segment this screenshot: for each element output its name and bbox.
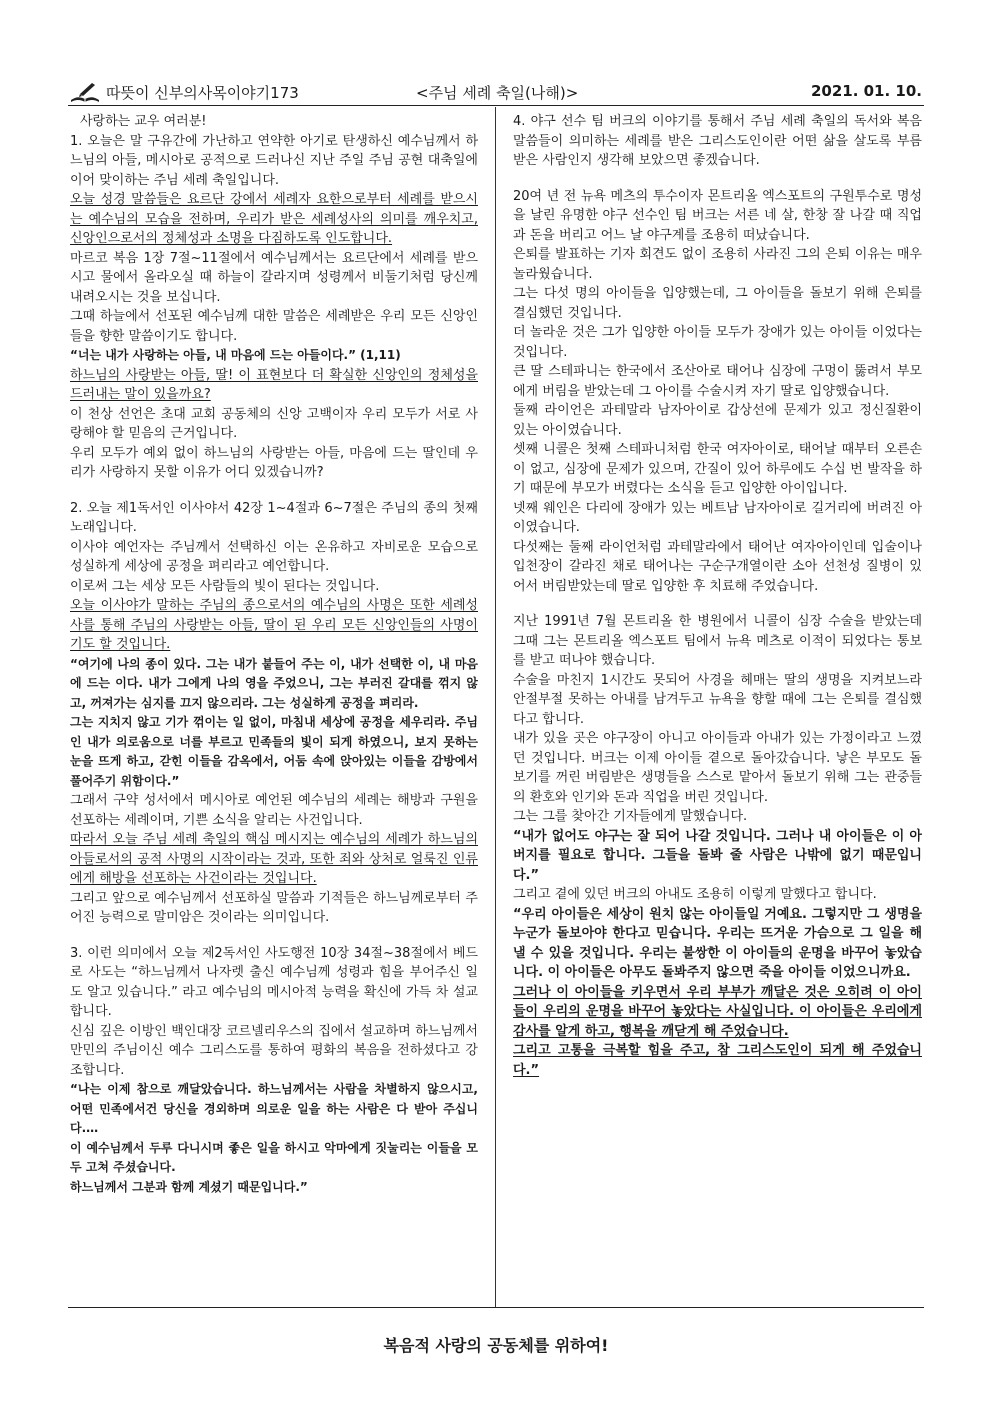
paragraph: 2. 오늘 제1독서인 이사야서 42장 1~4절과 6~7절은 주님의 종의 첫째 노래입니다.: [70, 500, 478, 535]
paragraph: 큰 딸 스테파니는 한국에서 조산아로 태어나 심장에 구멍이 뚫려서 부모에게 버림을 받았는데 그 아이를 수술시켜 자기 딸로 입양했습니다.: [513, 364, 922, 399]
paragraph: 우리 모두가 예외 없이 하느님의 사랑받는 아들, 마음에 드는 딸인데 우리가 사랑하지 못할 이유가 어디 있겠습니까?: [70, 445, 478, 480]
paragraph: 더 놀라운 것은 그가 입양한 아이들 모두가 장애가 있는 아이들 이었다는 것입니다.: [513, 325, 922, 360]
wife-quote-emphasis: 그리고 고통을 극복할 힘을 주고, 참 그리스도인이 되게 해 주었습니다.”: [513, 1043, 922, 1078]
paragraph: 내가 있을 곳은 야구장이 아니고 아이들과 아내가 있는 가정이라고 느꼈던 것입니다. 버크는 이제 아이들 곁으로 돌아갔습니다. 낳은 부모도 돌보기를 꺼린 버림받은 생명들을 스스로 맡아서 돌보기 위해 그는 관중들의 환호와 인기와 돈과 직업을 버린 것입니다.: [513, 731, 922, 805]
paragraph: 이 천상 선언은 초대 교회 공동체의 신앙 고백이자 우리 모두가 서로 사랑해야 할 믿음의 근거입니다.: [70, 406, 478, 441]
paragraph: 20여 년 전 뉴욕 메츠의 투수이자 몬트리올 엑스포트의 구원투수로 명성을 날린 유명한 야구 선수인 팀 버크는 서른 네 살, 한창 잘 나갈 때 직업과 돈을 버리고 어느 날 야구계를 조용히 떠났습니다.: [513, 188, 922, 243]
paragraph: 신심 깊은 이방인 백인대장 코르넬리우스의 집에서 설교하며 하느님께서 만민의 주님이신 예수 그리스도를 통하여 평화의 복음을 전하셨다고 강조합니다.: [70, 1023, 478, 1078]
paragraph: 이사야 예언자는 주님께서 선택하신 이는 온유하고 자비로운 모습으로 성실하게 세상에 공정을 펴리라고 예언합니다.: [70, 539, 478, 574]
paragraph: 4. 야구 선수 팀 버크의 이야기를 통해서 주님 세례 축일의 독서와 복음 말씀들이 의미하는 세례를 받은 그리스도인이란 어떤 삶을 살도록 부름 받은 사람인지 생각해 보았으면 좋겠습니다.: [513, 114, 922, 168]
issue-date: 2021. 01. 10.: [810, 82, 922, 100]
scripture-quote: “나는 이제 참으로 깨달았습니다. 하느님께서는 사람을 차별하지 않으시고, 어떤 민족에서건 당신을 경외하며 의로운 일을 하는 사람은 다 받아 주십니다.…: [70, 1082, 478, 1135]
newsletter-title: 따뜻이 신부의사목이야기173: [106, 84, 299, 102]
footer-rule: [68, 1307, 924, 1308]
pen-book-icon: [68, 80, 102, 104]
left-column: [70, 112, 478, 1304]
wife-quote: “우리 아이들은 세상이 원치 않는 아이들일 거예요. 그렇지만 그 생명을 누군가 돌보아야 한다고 믿습니다. 우리는 뜨거운 가슴으로 그 일을 해낼 수 있을 것입니다. 우리는 불쌍한 이 아이들의 운명을 바꾸어 놓았습니다. 이 아이들은 아무도 돌봐주지 않으면 죽을 아이들 이었으니까요.: [513, 906, 922, 980]
feast-title: <주님 세례 축일(나해)>: [416, 84, 579, 102]
scripture-quote: 그는 지치지 않고 기가 꺾이는 일 없이, 마침내 세상에 공정을 세우리라. 주님인 내가 의로움으로 너를 부르고 민족들의 빛이 되게 하였으니, 보지 못하는 눈을 뜨게 하고, 갇힌 이들을 감옥에서, 어둠 속에 앉아있는 이들을 감방에서 풀어주기 위함이다.”: [70, 715, 478, 788]
header-rule: [68, 105, 924, 106]
paragraph: 마르코 복음 1장 7절~11절에서 예수님께서는 요르단에서 세례를 받으시고 물에서 올라오실 때 하늘이 갈라지며 성령께서 비둘기처럼 당신께 내려오시는 것을 보십니다.: [70, 250, 478, 305]
paragraph: 은퇴를 발표하는 기자 회견도 없이 조용히 사라진 그의 은퇴 이유는 매우 놀라웠습니다.: [513, 247, 922, 282]
paragraph: 수술을 마친지 1시간도 못되어 사경을 헤매는 딸의 생명을 지켜보느라 안절부절 못하는 아내를 남겨두고 뉴욕을 향할 때에 그는 은퇴를 결심했다고 합니다.: [513, 672, 922, 727]
paragraph: 그는 다섯 명의 아이들을 입양했는데, 그 아이들을 돌보기 위해 은퇴를 결심했던 것입니다.: [513, 286, 922, 321]
paragraph: 1. 오늘은 말 구유간에 가난하고 연약한 아기로 탄생하신 예수님께서 하느님의 아들, 메시아로 공적으로 드러나신 지난 주일 주님 공현 대축일에 이어 맞이하는 주님 세례 축일입니다.: [70, 133, 478, 188]
paragraph: 둘째 라이언은 과테말라 남자아이로 갑상선에 문제가 있고 정신질환이 있는 아이였습니다.: [513, 403, 922, 438]
burke-quote: “내가 없어도 야구는 잘 되어 나갈 것입니다. 그러나 내 아이들은 이 아버지를 필요로 합니다. 그들을 돌봐 줄 사람은 나밖에 없기 때문입니다.”: [513, 828, 922, 883]
paragraph-emphasis: 오늘 이사야가 말하는 주님의 종으로서의 예수님의 사명은 또한 세례성사를 통해 주님의 사랑받는 아들, 딸이 된 우리 모든 신앙인들의 사명이기도 할 것입니다.: [70, 598, 478, 652]
scripture-quote: 이 예수님께서 두루 다니시며 좋은 일을 하시고 악마에게 짓눌리는 이들을 모두 고쳐 주셨습니다.: [70, 1140, 478, 1174]
footer-motto: 복음적 사랑의 공동체를 위하여!: [383, 1336, 609, 1355]
page-header: [68, 80, 924, 106]
right-column: [513, 112, 922, 1304]
paragraph-emphasis: 하느님의 사랑받는 아들, 딸! 이 표현보다 더 확실한 신앙인의 정체성을 드러내는 말이 있을까요?: [70, 367, 478, 402]
paragraph-emphasis: 따라서 오늘 주님 세례 축일의 핵심 메시지는 예수님의 세례가 하느님의 아들로서의 공적 사명의 시작이라는 것과, 또한 죄와 상처로 얼룩진 인류에게 해방을 선포하는 사건이라는 것입니다.: [70, 832, 478, 886]
scripture-quote: “여기에 나의 종이 있다. 그는 내가 붙들어 주는 이, 내가 선택한 이, 내 마음에 드는 이다. 내가 그에게 나의 영을 주었으니, 그는 부러진 갈대를 꺾지 않고, 꺼져가는 심지를 끄지 않으리라. 그는 성실하게 공정을 펴리라.: [70, 656, 478, 710]
paragraph: 그래서 구약 성서에서 메시아로 예언된 예수님의 세례는 해방과 구원을 선포하는 세례이며, 기쁜 소식을 알리는 사건입니다.: [70, 793, 478, 828]
paragraph-emphasis: 오늘 성경 말씀들은 요르단 강에서 세례자 요한으로부터 세례를 받으시는 예수님의 모습을 전하며, 우리가 받은 세례성사의 의미를 깨우치고, 신앙인으로서의 정체성과 소명을 다짐하도록 인도합니다.: [70, 192, 478, 246]
paragraph: 그때 하늘에서 선포된 예수님께 대한 말씀은 세례받은 우리 모든 신앙인들을 향한 말씀이기도 합니다.: [70, 309, 478, 344]
paragraph: 지난 1991년 7월 몬트리올 한 병원에서 니콜이 심장 수술을 받았는데 그때 그는 몬트리올 엑스포트 팀에서 뉴욕 메츠로 이적이 되었다는 통보를 받고 떠나야 했습니다.: [513, 614, 922, 668]
scripture-quote: “너는 내가 사랑하는 아들, 내 마음에 드는 아들이다.” (1,11): [70, 348, 401, 362]
paragraph: 그리고 곁에 있던 버크의 아내도 조용히 이렇게 말했다고 합니다.: [513, 887, 877, 902]
paragraph: 3. 이런 의미에서 오늘 제2독서인 사도행전 10장 34절~38절에서 베드로 사도는 “하느님께서 나자렛 출신 예수님께 성령과 힘을 부어주신 일도 알고 있습니다.” 라고 예수님의 메시아적 능력을 확신에 가득 차 설교합니다.: [70, 945, 478, 1019]
column-divider: [495, 107, 496, 1307]
paragraph: 이로써 그는 세상 모든 사람들의 빛이 된다는 것입니다.: [70, 578, 380, 594]
paragraph: 다섯째는 둘째 라이언처럼 과테말라에서 태어난 여자아이인데 입술이나 입천장이 갈라진 채로 태어나는 구순구개열이란 소아 선천성 질병이 있어서 버림받았는데 딸로 입양한 후 치료해 주었습니다.: [513, 539, 922, 594]
paragraph: 넷째 웨인은 다리에 장애가 있는 베트남 남자아이로 길거리에 버려진 아이였습니다.: [513, 500, 922, 535]
paragraph: 그리고 앞으로 예수님께서 선포하실 말씀과 기적들은 하느님께로부터 주어진 능력으로 말미암은 것이라는 의미입니다.: [70, 890, 478, 925]
greeting: 사랑하는 교우 여러분!: [80, 114, 207, 129]
paragraph: 그는 그를 찾아간 기자들에게 말했습니다.: [513, 809, 748, 824]
scripture-quote: 하느님께서 그분과 함께 계셨기 때문입니다.”: [70, 1179, 308, 1194]
paragraph: 셋째 니콜은 첫째 스테파니처럼 한국 여자아이로, 태어날 때부터 오른손이 없고, 심장에 문제가 있으며, 간질이 있어 하루에도 수십 번 발작을 하기 때문에 부모가 버렸다는 소식을 듣고 입양한 아이입니다.: [513, 442, 922, 496]
wife-quote-emphasis: 그러나 이 아이들을 키우면서 우리 부부가 깨달은 것은 오히려 이 아이들이 우리의 운명을 바꾸어 놓았다는 사실입니다. 이 아이들은 우리에게 감사를 알게 하고, 행복을 깨닫게 해 주었습니다.: [513, 984, 922, 1039]
